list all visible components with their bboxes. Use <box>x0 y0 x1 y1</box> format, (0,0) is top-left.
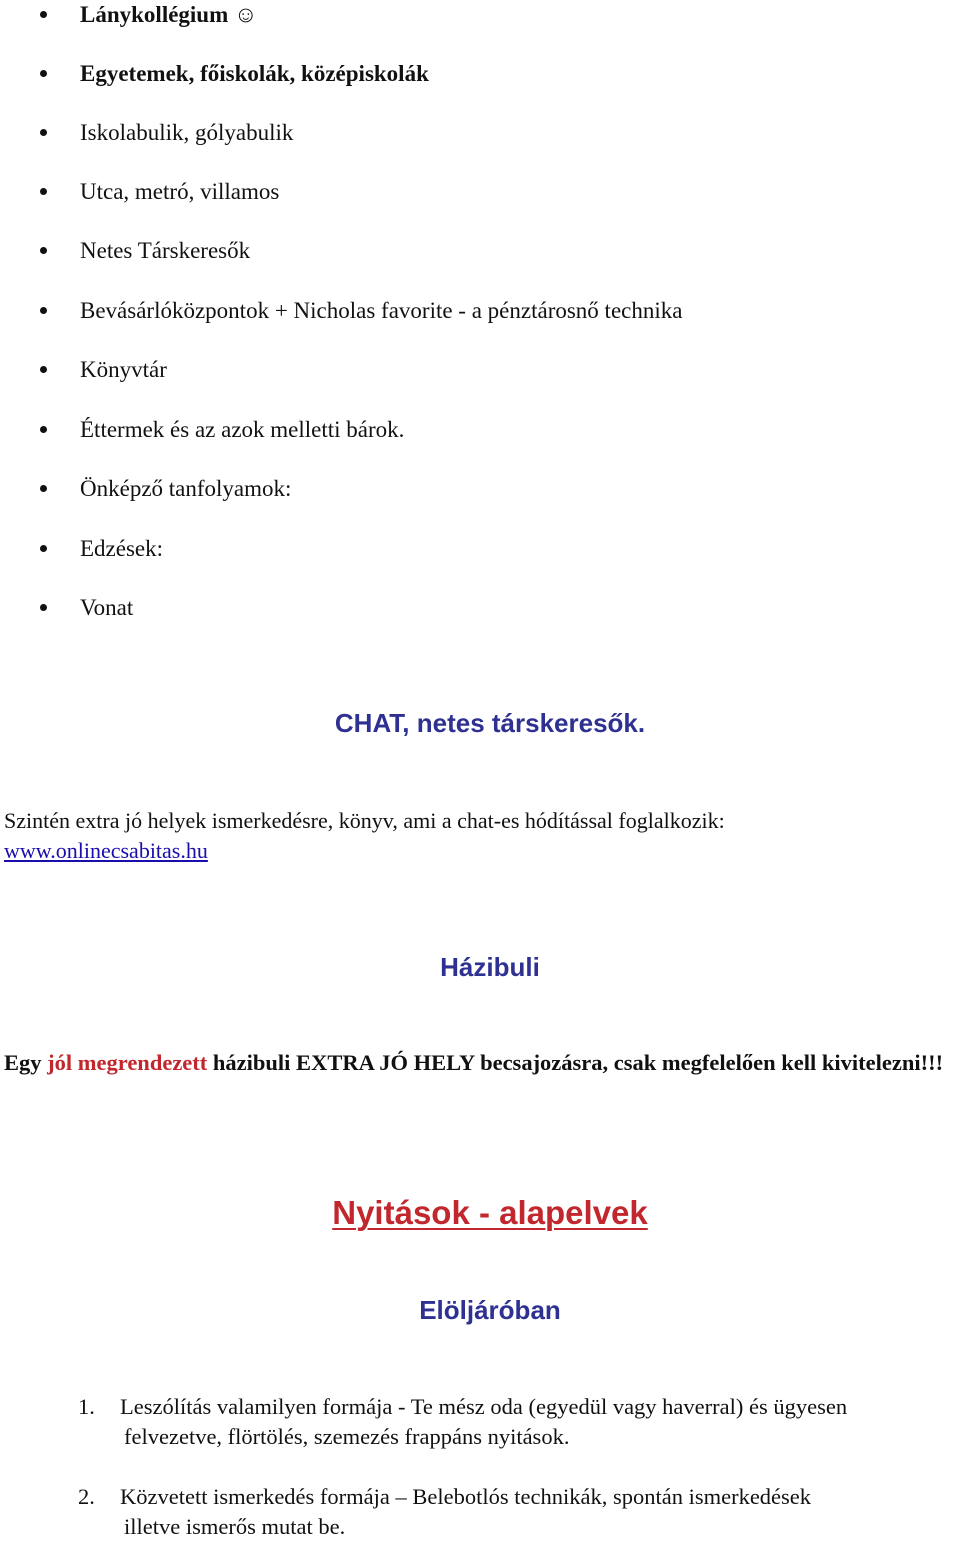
chat-section-heading: CHAT, netes társkeresők. <box>334 708 646 738</box>
list-item <box>0 59 960 89</box>
list-item-line: illetve ismerős mutat be. <box>124 1514 346 1539</box>
list-item-text: Vonat <box>80 595 134 620</box>
chat-paragraph <box>4 806 954 866</box>
eloljaroban-subheading: Elöljáróban <box>419 1295 561 1325</box>
list-item-text: Bevásárlóközpontok + Nicholas favorite - a pénztárosnő technika <box>80 298 683 323</box>
list-number: 2. <box>78 1484 95 1509</box>
hazibuli-paragraph <box>4 1048 954 1078</box>
list-item-text: Éttermek és az azok melletti bárok. <box>80 417 405 442</box>
list-item-text: Könyvtár <box>80 357 167 382</box>
list-item-line: felvezetve, flörtölés, szemezés frappáns nyitások. <box>124 1424 570 1449</box>
list-item-text <box>120 1392 960 1452</box>
list-number: 1. <box>78 1394 95 1419</box>
list-item <box>0 296 960 326</box>
list-item-line: Leszólítás valamilyen formája - Te mész oda (egyedül vagy haverral) és ügyesen <box>120 1394 848 1419</box>
hazibuli-text-highlight: jól megrendezett <box>47 1050 208 1075</box>
nyitasok-section-heading: Nyitások - alapelvek <box>332 1194 648 1231</box>
bullet-icon <box>40 426 47 433</box>
list-item-text: Edzések: <box>80 536 164 561</box>
onlinecsabitas-link[interactable]: www.onlinecsabitas.hu <box>4 838 208 863</box>
list-item-text: Iskolabulik, gólyabulik <box>80 120 294 145</box>
list-item-line: Közvetett ismerkedés formája – Belebotlós technikák, spontán ismerkedések <box>120 1484 812 1509</box>
bullet-icon <box>40 129 47 136</box>
list-item-text: Lánykollégium ☺ <box>80 2 258 27</box>
hazibuli-section-heading: Házibuli <box>440 952 540 982</box>
list-item-text: Egyetemek, főiskolák, középiskolák <box>80 61 429 86</box>
bullet-icon <box>40 485 47 492</box>
hazibuli-text-end: házibuli EXTRA JÓ HELY becsajozásra, csak megfelelően kell kivitelezni!!! <box>207 1050 944 1075</box>
bullet-icon <box>40 11 47 18</box>
chat-paragraph-text: Szintén extra jó helyek ismerkedésre, könyv, ami a chat-es hódítással foglalkozik: <box>4 808 725 833</box>
list-item-text <box>120 1482 960 1542</box>
list-item <box>0 355 960 385</box>
list-item <box>0 534 960 564</box>
bullet-icon <box>40 70 47 77</box>
bullet-icon <box>40 604 47 611</box>
list-item-text: Önképző tanfolyamok: <box>80 476 292 501</box>
list-item <box>0 118 960 148</box>
hazibuli-text-start: Egy <box>4 1050 48 1075</box>
list-item-text: Utca, metró, villamos <box>80 179 280 204</box>
list-item <box>0 474 960 504</box>
list-item <box>0 177 960 207</box>
list-item-text: Netes Társkeresők <box>80 238 251 263</box>
bullet-icon <box>40 188 47 195</box>
bullet-icon <box>40 545 47 552</box>
bullet-icon <box>40 366 47 373</box>
list-item <box>0 415 960 445</box>
bullet-icon <box>40 307 47 314</box>
bullet-icon <box>40 247 47 254</box>
list-item <box>0 593 960 623</box>
list-item <box>0 236 960 266</box>
list-item <box>0 0 960 30</box>
